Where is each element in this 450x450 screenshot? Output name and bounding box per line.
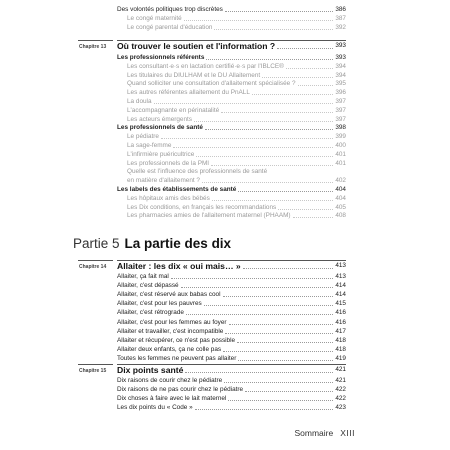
leader-dots [238,360,333,361]
part-label: Partie 5 [73,236,120,251]
toc-subentry[interactable] [127,212,346,220]
toc-subentry[interactable] [127,72,346,80]
toc-subentry[interactable] [127,142,346,150]
toc-entry[interactable] [117,54,346,62]
toc-entry[interactable] [117,309,346,317]
toc-entry-page: 404 [335,194,346,202]
toc-entry-page: 396 [335,89,346,97]
toc-entry-page: 418 [335,336,346,344]
toc-entry-page: 392 [335,24,346,31]
leader-dots [194,121,333,122]
leader-dots [243,268,334,269]
toc-entry-title: Allaiter deux enfants, ça ne colle pas [117,345,222,353]
toc-entry-page: 417 [335,327,346,335]
leader-dots [212,200,334,201]
toc-entry-page: 394 [335,62,346,70]
toc-entry-page: 397 [335,115,346,123]
toc-entry-page: 401 [335,150,346,158]
toc-entry[interactable] [117,328,346,336]
toc-entry-title: Quelle est l'influence des professionnels de santé [127,168,268,176]
chapter-label: Chapitre 15 [79,368,107,374]
chapter-page: 421 [335,366,346,373]
toc-entry-title: Les hôpitaux amis des bébés [127,194,210,202]
leader-dots [225,333,333,334]
toc-entry-page: 404 [335,186,346,193]
toc-entry-title: La doula [127,98,152,105]
leader-dots [223,351,333,352]
toc-entry-title: Quand solliciter une consultation d'allaitement spécialisée ? [127,80,296,88]
toc-entry-page: 400 [335,142,346,149]
toc-entry-title: Allaiter, c'est pour les pauvres [117,300,202,308]
toc-subentry[interactable] [127,204,346,212]
chapter-rule [78,260,113,261]
toc-subentry[interactable] [127,160,346,168]
part-title: La partie des dix [124,236,232,251]
leader-dots [298,85,334,86]
toc-entry-title: Dix raisons de ne pas courir chez le pédiatre [117,386,244,394]
toc-entry-page: 423 [335,404,346,412]
toc-entry-page: 397 [335,98,346,105]
toc-entry[interactable] [117,355,346,363]
toc-entry-title: Les titulaires du DIULHAM et le DU Allaitement [127,71,261,79]
leader-dots [181,287,334,288]
page-number: XIII [340,428,355,438]
leader-dots [205,129,333,130]
toc-entry-page: 399 [335,133,346,141]
leader-dots [277,48,333,49]
leader-dots [224,382,333,383]
toc-entry-page: 402 [335,177,346,185]
toc-entry-title: Les consultant·e·s en lactation certifié·e·s par l'IBLCE® [127,62,284,70]
leader-dots [245,391,333,392]
toc-subentry[interactable] [127,98,346,106]
toc-subentry[interactable] [127,151,346,159]
toc-entry-title: Les professionnels référents [117,54,205,61]
toc-subentry[interactable] [127,15,346,23]
leader-dots [195,409,334,410]
toc-entry-page: 413 [335,273,346,280]
leader-dots [221,112,333,113]
toc-entry[interactable] [117,346,346,354]
leader-dots [223,296,334,297]
toc-entry-title: Des volontés politiques trop discrètes [117,6,223,13]
toc-entry[interactable] [117,337,346,345]
leader-dots [185,372,333,373]
chapter-title-text: Allaiter : les dix « oui mais… » [117,261,241,271]
toc-entry-title: Toutes les femmes ne peuvent pas allaiter [117,354,237,362]
toc-entry-page: 414 [335,282,346,290]
toc-entry[interactable] [117,319,346,327]
toc-entry[interactable] [117,386,346,394]
toc-entry-page: 422 [335,395,346,403]
leader-dots [161,138,333,139]
chapter-label: Chapitre 13 [79,44,107,50]
toc-entry-title: Le congé parental d'éducation [127,24,213,31]
toc-subentry[interactable] [127,195,346,203]
toc-entry-title: Les acteurs émergents [127,115,193,123]
toc-entry-page: 401 [335,159,346,167]
chapter-title-text: Dix points santé [117,365,184,375]
toc-entry-page: 395 [335,80,346,88]
toc-entry-page: 387 [335,15,346,22]
toc-entry-title: Les pharmacies amies de l'allaitement maternel (PHAAM) [127,212,291,220]
toc-subentry[interactable] [127,133,346,141]
toc-entry[interactable] [117,404,346,412]
leader-dots [278,209,333,210]
toc-entry-page: 397 [335,106,346,114]
toc-entry-page: 415 [335,300,346,308]
leader-dots [206,59,333,60]
part-heading [73,236,231,251]
chapter-label: Chapitre 14 [79,264,107,270]
toc-entry[interactable] [117,291,346,299]
chapter-rule [78,40,113,41]
toc-entry-title: La sage-femme [127,142,172,149]
leader-dots [184,20,334,21]
leader-dots [286,68,333,69]
toc-entry-page: 408 [335,212,346,220]
leader-dots [196,156,333,157]
footer-label: Sommaire [294,428,334,438]
page-footer [295,428,356,438]
leader-dots [228,400,333,401]
chapter-rule [78,364,113,365]
toc-entry-page: 393 [335,54,346,61]
leader-dots [225,11,333,12]
toc-entry-title: Dix choses à faire avec le lait maternel [117,395,227,403]
toc-entry-title: Les professionnels de la PMI [127,159,210,167]
toc-entry-title: Allaiter, c'est réservé aux babas cool [117,291,221,299]
chapter-title[interactable] [117,365,346,375]
toc-entry-title: Les professionnels de santé [117,124,203,132]
toc-entry-title: L'infirmière puéricultrice [127,150,195,158]
toc-entry-page: 414 [335,291,346,299]
toc-subentry[interactable] [127,80,346,88]
toc-entry-title: Allaiter, c'est pour les femmes au foyer [117,318,227,326]
toc-subentry[interactable] [127,177,346,185]
toc-entry-page: 421 [335,377,346,384]
chapter-page: 413 [335,262,346,269]
chapter-title[interactable] [117,261,346,271]
toc-entry-page: 416 [335,309,346,317]
toc-entry[interactable] [117,395,346,403]
toc-entry[interactable] [117,6,346,14]
toc-entry[interactable] [117,282,346,290]
toc-entry[interactable] [117,124,346,132]
toc-entry-title: Les Dix conditions, en français les recommandations [127,203,277,211]
toc-entry-page: 405 [335,203,346,211]
toc-entry-title: Allaiter, ça fait mal [117,273,169,280]
toc-entry[interactable] [117,186,346,194]
toc-entry-title: Dix raisons de courir chez le pédiatre [117,377,223,384]
toc-subentry[interactable] [127,63,346,71]
toc-entry-page: 394 [335,71,346,79]
toc-entry-page: 386 [335,6,346,13]
toc-entry-title: Le congé maternité [127,15,182,22]
toc-entry-title: Les dix points du « Code » [117,404,193,412]
toc-subentry[interactable] [127,116,346,124]
leader-dots [171,278,333,279]
toc-entry-page: 398 [335,124,346,132]
leader-dots [293,217,334,218]
chapter-title[interactable] [117,41,346,51]
toc-entry[interactable] [117,377,346,385]
leader-dots [252,94,333,95]
leader-dots [214,29,333,30]
leader-dots [173,147,333,148]
leader-dots [154,103,334,104]
toc-subentry[interactable] [127,24,346,32]
toc-entry-title: Le pédiatre [127,133,159,141]
leader-dots [211,165,333,166]
toc-entry-title: Allaiter, c'est rétrograde [117,309,184,317]
toc-entry-title: Allaiter et travailler, c'est incompatible [117,327,224,335]
toc-subentry[interactable] [127,107,346,115]
chapter-page: 393 [335,42,346,49]
leader-dots [237,342,333,343]
toc-entry-title: Allaiter et récupérer, ce n'est pas possible [117,336,236,344]
leader-dots [238,191,333,192]
toc-subentry[interactable] [127,89,346,97]
chapter-title-text: Où trouver le soutien et l'information ? [117,41,276,51]
toc-entry[interactable] [117,273,346,281]
toc-entry-page: 422 [335,386,346,394]
toc-entry-page: 418 [335,345,346,353]
leader-dots [202,182,333,183]
toc-entry-title: en matière d'allaitement ? [127,177,200,185]
toc-entry-title: Les autres référentes allaitement du PnALL [127,89,250,97]
leader-dots [186,314,333,315]
toc-entry-title: Les labels des établissements de santé [117,186,237,193]
toc-entry-page: 419 [335,354,346,362]
toc-entry-page: 416 [335,318,346,326]
toc-entry-title: Allaiter, c'est dépassé [117,282,179,290]
toc-entry-title: L'accompagnante en périnatalité [127,106,220,114]
leader-dots [204,305,334,306]
toc-subentry[interactable] [127,168,346,176]
toc-entry[interactable] [117,300,346,308]
leader-dots [229,324,334,325]
leader-dots [262,77,333,78]
